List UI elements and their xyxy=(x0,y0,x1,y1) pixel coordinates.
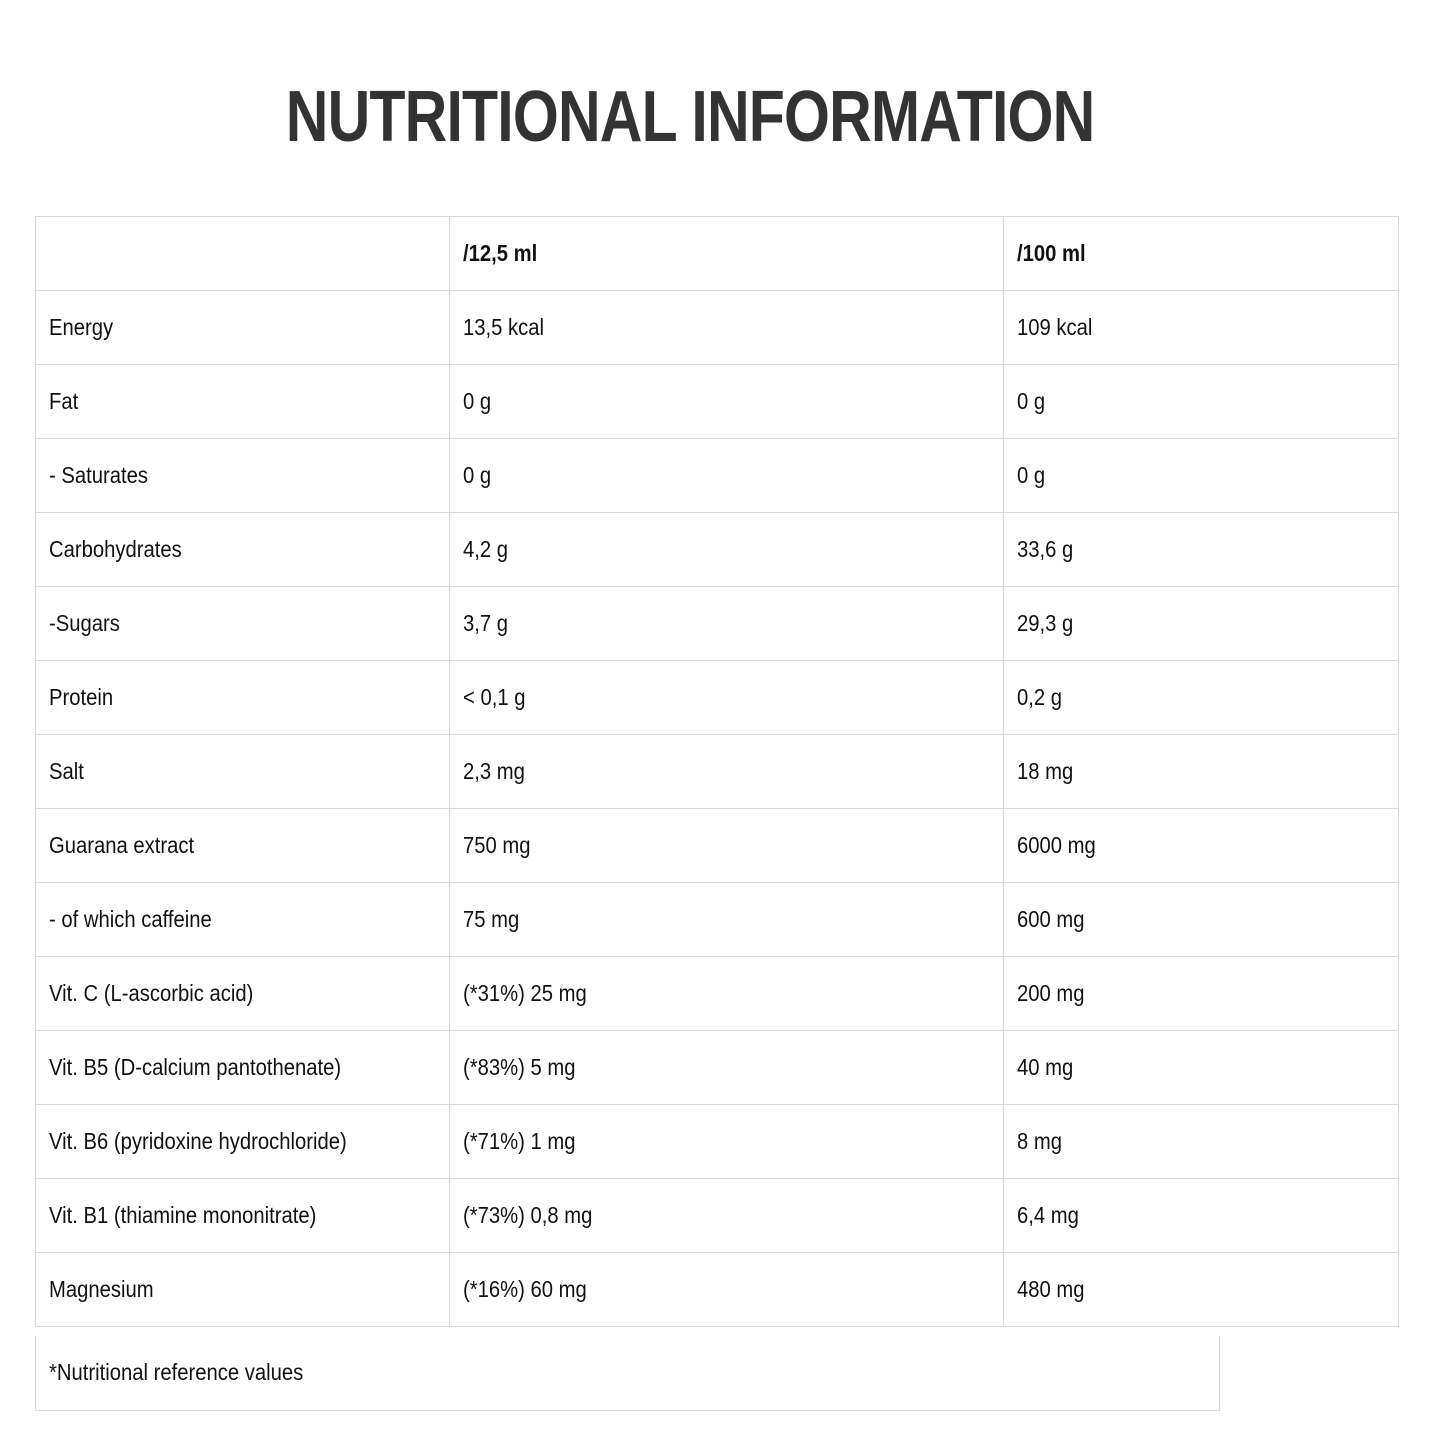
cell-text: 0,2 g xyxy=(1017,684,1063,710)
table-row xyxy=(36,365,1399,439)
cell-text: 0 g xyxy=(1017,462,1046,488)
nutrient-cell xyxy=(36,957,450,1031)
table-row xyxy=(36,957,1399,1031)
table-row xyxy=(36,809,1399,883)
table-row xyxy=(36,587,1399,661)
per-100ml-cell xyxy=(1004,809,1399,883)
per-100ml-cell xyxy=(1004,513,1399,587)
table-row xyxy=(36,291,1399,365)
cell-text: - Saturates xyxy=(49,462,148,488)
cell-text: 750 mg xyxy=(463,832,531,858)
cell-text: 200 mg xyxy=(1017,980,1085,1006)
table-row xyxy=(36,1031,1399,1105)
per-serving-cell xyxy=(450,735,1004,809)
per-serving-cell xyxy=(450,661,1004,735)
table-row xyxy=(36,1179,1399,1253)
per-100ml-cell xyxy=(1004,661,1399,735)
cell-text: 4,2 g xyxy=(463,536,509,562)
per-serving-cell xyxy=(450,439,1004,513)
nutrition-table xyxy=(35,216,1399,1327)
nutrient-cell xyxy=(36,1179,450,1253)
table-row xyxy=(36,513,1399,587)
cell-text: 480 mg xyxy=(1017,1276,1085,1302)
header-cell-nutrient xyxy=(36,217,450,291)
per-100ml-cell xyxy=(1004,1031,1399,1105)
per-100ml-cell xyxy=(1004,1253,1399,1327)
cell-text: 109 kcal xyxy=(1017,314,1093,340)
cell-text: (*83%) 5 mg xyxy=(463,1054,576,1080)
table-row xyxy=(36,735,1399,809)
nutrient-cell xyxy=(36,439,450,513)
per-100ml-cell xyxy=(1004,1105,1399,1179)
table-row xyxy=(36,1105,1399,1179)
cell-text: Magnesium xyxy=(49,1276,154,1302)
per-serving-cell xyxy=(450,1105,1004,1179)
cell-text: Vit. B5 (D-calcium pantothenate) xyxy=(49,1054,342,1080)
table-header-row xyxy=(36,217,1399,291)
table-row xyxy=(36,1253,1399,1327)
per-100ml-cell xyxy=(1004,587,1399,661)
cell-text: 600 mg xyxy=(1017,906,1085,932)
cell-text: Energy xyxy=(49,314,114,340)
per-100ml-cell xyxy=(1004,883,1399,957)
nutrient-cell xyxy=(36,883,450,957)
cell-text: (*71%) 1 mg xyxy=(463,1128,576,1154)
per-serving-cell xyxy=(450,365,1004,439)
header-text: /12,5 ml xyxy=(463,240,538,266)
per-serving-cell xyxy=(450,291,1004,365)
cell-text: - of which caffeine xyxy=(49,906,212,932)
cell-text: 6000 mg xyxy=(1017,832,1096,858)
nutrient-cell xyxy=(36,809,450,883)
per-serving-cell xyxy=(450,1031,1004,1105)
cell-text: 8 mg xyxy=(1017,1128,1063,1154)
per-serving-cell xyxy=(450,957,1004,1031)
cell-text: Protein xyxy=(49,684,114,710)
cell-text: -Sugars xyxy=(49,610,120,636)
per-100ml-cell xyxy=(1004,1179,1399,1253)
per-serving-cell xyxy=(450,513,1004,587)
cell-text: 0 g xyxy=(463,388,492,414)
table-row xyxy=(36,661,1399,735)
cell-text: (*73%) 0,8 mg xyxy=(463,1202,593,1228)
cell-text: Carbohydrates xyxy=(49,536,182,562)
page-title-text: NUTRITIONAL INFORMATION xyxy=(285,77,1095,158)
cell-text: 18 mg xyxy=(1017,758,1074,784)
per-100ml-cell xyxy=(1004,291,1399,365)
per-100ml-cell xyxy=(1004,439,1399,513)
nutrient-cell xyxy=(36,1105,450,1179)
nutrient-cell xyxy=(36,513,450,587)
header-cell-per-serving xyxy=(450,217,1004,291)
cell-text: < 0,1 g xyxy=(463,684,526,710)
cell-text: 33,6 g xyxy=(1017,536,1074,562)
cell-text: 0 g xyxy=(1017,388,1046,414)
cell-text: 6,4 mg xyxy=(1017,1202,1079,1228)
nutrient-cell xyxy=(36,661,450,735)
per-100ml-cell xyxy=(1004,957,1399,1031)
cell-text: Fat xyxy=(49,388,79,414)
table-row xyxy=(36,439,1399,513)
per-100ml-cell xyxy=(1004,365,1399,439)
per-serving-cell xyxy=(450,809,1004,883)
per-serving-cell xyxy=(450,1179,1004,1253)
cell-text: 13,5 kcal xyxy=(463,314,545,340)
cell-text: Vit. B1 (thiamine mononitrate) xyxy=(49,1202,317,1228)
cell-text: 40 mg xyxy=(1017,1054,1074,1080)
per-100ml-cell xyxy=(1004,735,1399,809)
cell-text: Vit. C (L-ascorbic acid) xyxy=(49,980,254,1006)
nutrient-cell xyxy=(36,587,450,661)
cell-text: (*31%) 25 mg xyxy=(463,980,587,1006)
nutrient-cell xyxy=(36,291,450,365)
header-cell-per-100ml xyxy=(1004,217,1399,291)
cell-text: Vit. B6 (pyridoxine hydrochloride) xyxy=(49,1128,347,1154)
per-serving-cell xyxy=(450,883,1004,957)
cell-text: 2,3 mg xyxy=(463,758,525,784)
table-row xyxy=(36,883,1399,957)
nutrient-cell xyxy=(36,735,450,809)
nutrient-cell xyxy=(36,1031,450,1105)
page-title xyxy=(0,76,1380,158)
cell-text: 3,7 g xyxy=(463,610,509,636)
cell-text: 29,3 g xyxy=(1017,610,1074,636)
cell-text: Guarana extract xyxy=(49,832,195,858)
cell-text: 75 mg xyxy=(463,906,520,932)
per-serving-cell xyxy=(450,587,1004,661)
footnote xyxy=(35,1336,1220,1411)
header-text: /100 ml xyxy=(1017,240,1086,266)
cell-text: (*16%) 60 mg xyxy=(463,1276,587,1302)
nutrient-cell xyxy=(36,365,450,439)
footnote-text: *Nutritional reference values xyxy=(49,1359,304,1385)
nutrient-cell xyxy=(36,1253,450,1327)
cell-text: 0 g xyxy=(463,462,492,488)
per-serving-cell xyxy=(450,1253,1004,1327)
cell-text: Salt xyxy=(49,758,84,784)
